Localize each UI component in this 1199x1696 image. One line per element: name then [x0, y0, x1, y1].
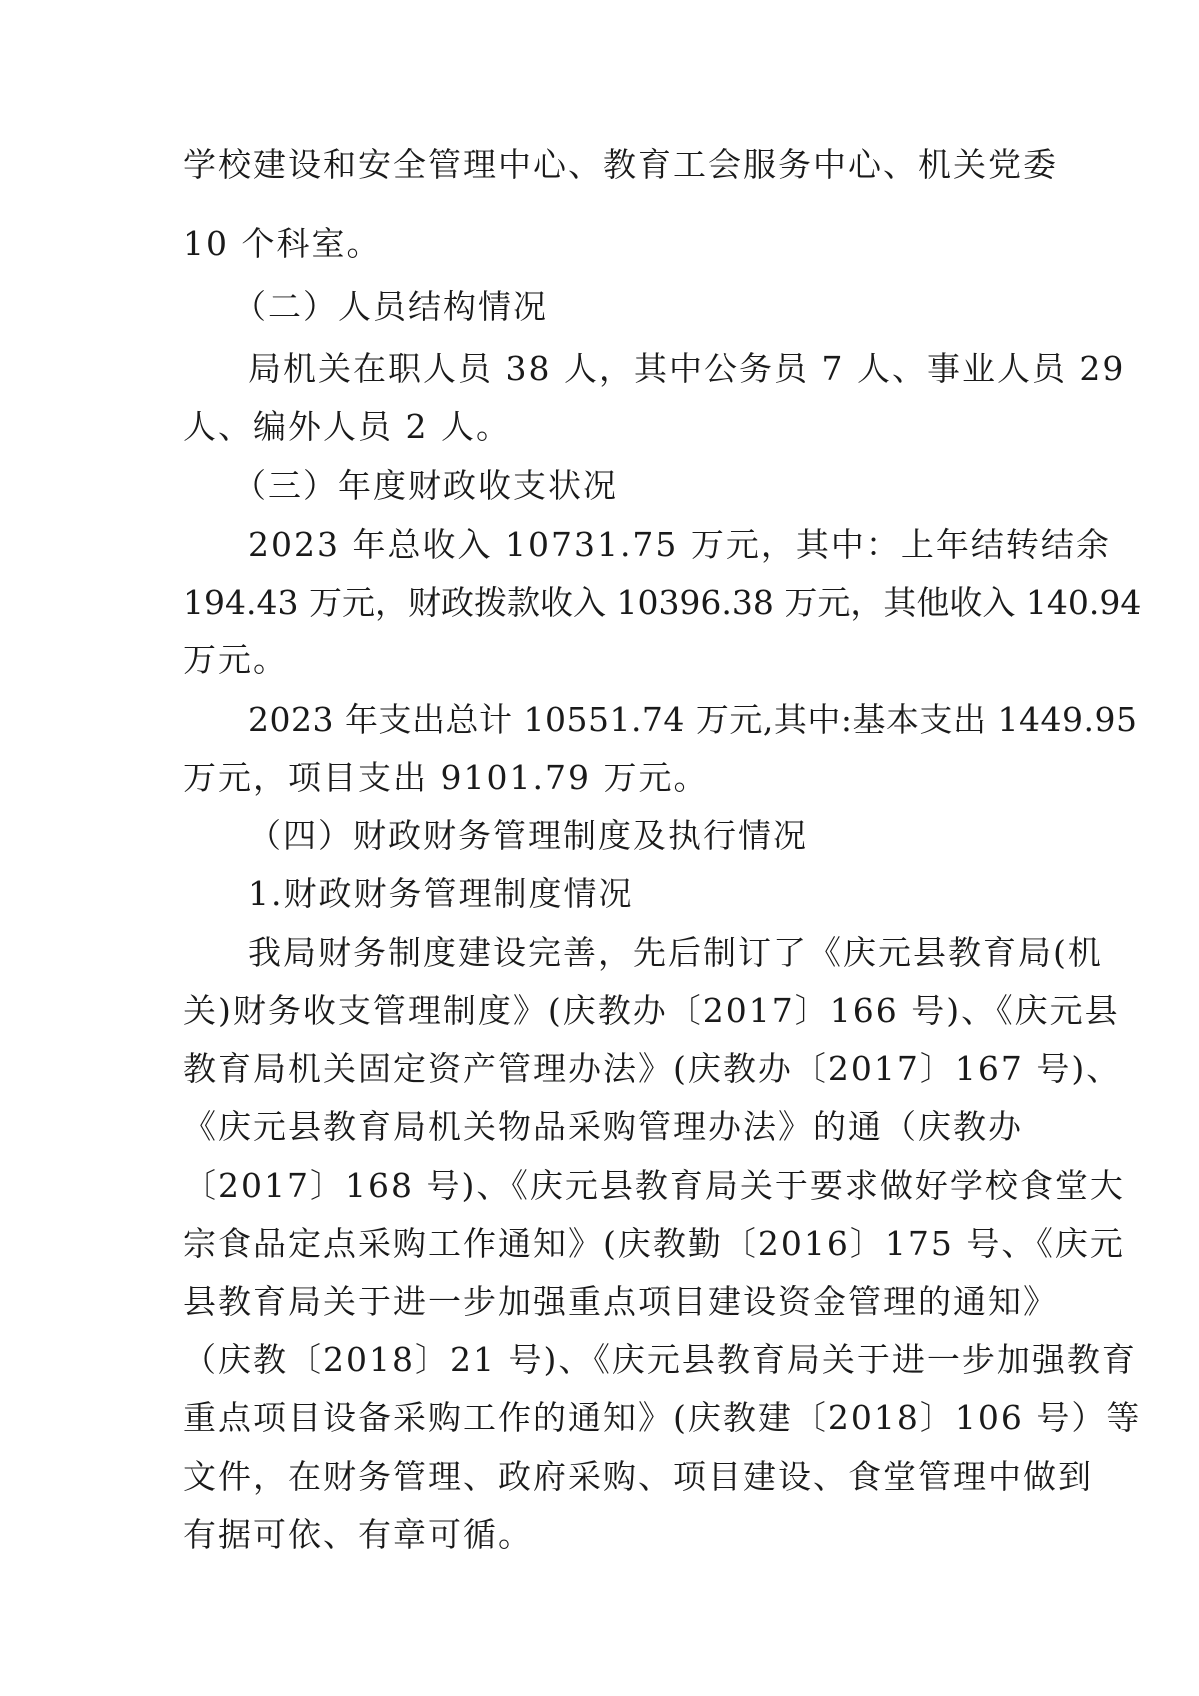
paragraph-line: 县教育局关于进一步加强重点项目建设资金管理的通知》	[183, 1282, 1058, 1321]
paragraph-line: 我局财务制度建设完善，先后制订了《庆元县教育局(机	[248, 933, 1103, 972]
section-heading: （四）财政财务管理制度及执行情况	[248, 816, 808, 855]
paragraph-line: 学校建设和安全管理中心、教育工会服务中心、机关党委	[183, 145, 1058, 184]
paragraph-line: 2023 年支出总计 10551.74 万元,其中:基本支出 1449.95	[248, 700, 1138, 739]
paragraph-line: 文件，在财务管理、政府采购、项目建设、食堂管理中做到	[183, 1457, 1093, 1496]
paragraph-line: 〔2017〕168 号)、《庆元县教育局关于要求做好学校食堂大	[183, 1166, 1125, 1205]
section-heading: （二）人员结构情况	[233, 287, 548, 326]
paragraph-line: 教育局机关固定资产管理办法》(庆教办〔2017〕167 号)、	[183, 1049, 1122, 1088]
paragraph-line: 人、编外人员 2 人。	[183, 407, 511, 446]
paragraph-line: （庆教〔2018〕21 号)、《庆元县教育局关于进一步加强教育	[183, 1340, 1137, 1379]
paragraph-line: 194.43 万元，财政拨款收入 10396.38 万元，其他收入 140.94	[183, 583, 1142, 622]
paragraph-line: 2023 年总收入 10731.75 万元，其中：上年结转结余	[248, 525, 1111, 564]
paragraph-line: 万元，项目支出 9101.79 万元。	[183, 758, 709, 797]
paragraph-line: 关)财务收支管理制度》(庆教办〔2017〕166 号)、《庆元县	[183, 991, 1120, 1030]
paragraph-line: 宗食品定点采购工作通知》(庆教勤〔2016〕175 号、《庆元	[183, 1224, 1125, 1263]
paragraph-line: 10 个科室。	[183, 224, 382, 263]
paragraph-line: 局机关在职人员 38 人，其中公务员 7 人、事业人员 29	[248, 349, 1126, 388]
paragraph-line: 《庆元县教育局机关物品采购管理办法》的通（庆教办	[183, 1107, 1023, 1146]
sub-heading: 1.财政财务管理制度情况	[248, 874, 634, 913]
paragraph-line: 重点项目设备采购工作的通知》(庆教建〔2018〕106 号）等	[183, 1398, 1142, 1437]
paragraph-line: 万元。	[183, 640, 288, 679]
section-heading: （三）年度财政收支状况	[233, 466, 618, 505]
paragraph-line: 有据可依、有章可循。	[183, 1515, 533, 1554]
